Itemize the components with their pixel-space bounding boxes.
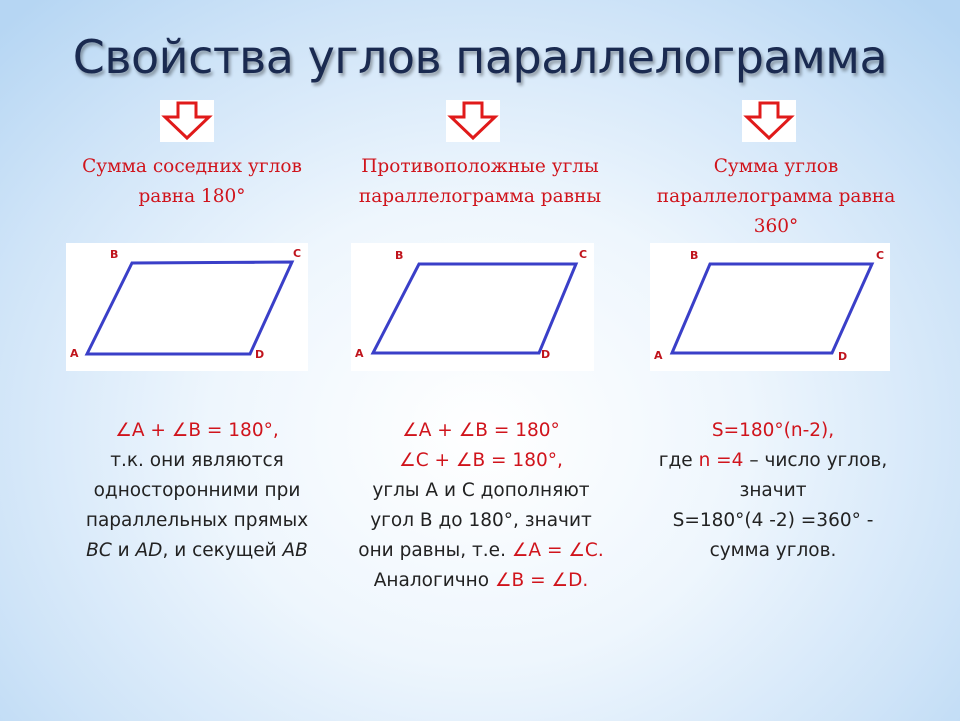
- parallelogram-diagram-2: [351, 243, 594, 371]
- heading-3-line-2: параллелограмма равна: [656, 186, 896, 207]
- formula-1: ∠A + ∠B = 180°,: [115, 420, 279, 441]
- formula-2a: ∠A + ∠B = 180°: [402, 420, 560, 441]
- segment-ab: AB: [282, 540, 308, 561]
- vertex-label-d: D: [255, 348, 265, 361]
- parallelogram-panel-3: [650, 243, 890, 371]
- parallelogram-diagram-3: [650, 243, 890, 371]
- down-arrow-1: [160, 100, 214, 142]
- parallelogram-diagram-1: [66, 243, 308, 371]
- n-formula: n =4: [698, 450, 744, 471]
- parallelogram-panel-2: [351, 243, 594, 371]
- parallelogram-shape: [373, 264, 576, 353]
- explanation-3: [628, 416, 918, 566]
- explanation-1-line-3: параллельных прямых: [85, 510, 309, 531]
- explanation-3-line-2: значит: [739, 480, 807, 501]
- heading-1: [42, 152, 342, 212]
- explanation-3-line-1: [628, 446, 918, 476]
- vertex-label-c: C: [293, 247, 302, 260]
- explanation-2-line-2: угол В до 180°, значит: [370, 510, 592, 531]
- parallelogram-shape: [87, 262, 292, 354]
- heading-3: [626, 152, 926, 242]
- vertex-label-c: C: [579, 248, 588, 261]
- vertex-label-d: D: [541, 348, 551, 361]
- eq-text: они равны, т.е.: [358, 540, 512, 561]
- analog-text: Аналогично: [373, 570, 495, 591]
- explanation-1: [52, 416, 342, 566]
- vertex-label-a: A: [355, 347, 364, 360]
- text-secant: , и секущей: [162, 540, 283, 561]
- down-arrow-icon: [742, 100, 796, 142]
- angle-count-text: – число углов,: [743, 450, 888, 471]
- where-text: где: [658, 450, 699, 471]
- explanation-3-line-4: сумма углов.: [709, 540, 837, 561]
- vertex-label-a: A: [654, 349, 663, 362]
- formula-3: S=180°(n-2),: [711, 420, 835, 441]
- eq-formula: ∠A = ∠C.: [511, 540, 604, 561]
- down-arrow-icon: [446, 100, 500, 142]
- heading-3-line-3: 360°: [753, 216, 799, 237]
- explanation-3-line-3: S=180°(4 -2) =360° -: [672, 510, 874, 531]
- explanation-2-line-1: углы А и С дополняют: [372, 480, 590, 501]
- page-title: Свойства углов параллелограмма: [72, 30, 888, 84]
- parallelogram-panel-1: [66, 243, 308, 371]
- vertex-label-b: B: [690, 249, 699, 262]
- segment-bc: BC: [86, 540, 112, 561]
- explanation-1-line-4: [52, 536, 342, 566]
- vertex-label-b: B: [110, 248, 119, 261]
- heading-1-line-1: Сумма соседних углов: [82, 156, 302, 177]
- explanation-2-line-4: [336, 566, 626, 596]
- vertex-label-d: D: [838, 350, 848, 363]
- analog-formula: ∠B = ∠D.: [494, 570, 589, 591]
- explanation-1-line-2: односторонними при: [93, 480, 301, 501]
- heading-2-line-1: Противоположные углы: [361, 156, 599, 177]
- vertex-label-b: B: [395, 249, 404, 262]
- explanation-2: [336, 416, 626, 596]
- heading-1-line-2: равна 180°: [138, 186, 246, 207]
- heading-2: [330, 152, 630, 212]
- vertex-label-c: C: [876, 249, 885, 262]
- down-arrow-2: [446, 100, 500, 142]
- explanation-2-line-3: [336, 536, 626, 566]
- down-arrow-icon: [160, 100, 214, 142]
- explanation-1-line-1: т.к. они являются: [110, 450, 284, 471]
- text-and: и: [111, 540, 136, 561]
- segment-ad: AD: [135, 540, 163, 561]
- heading-2-line-2: параллелограмма равны: [358, 186, 602, 207]
- heading-3-line-1: Сумма углов: [713, 156, 839, 177]
- down-arrow-3: [742, 100, 796, 142]
- formula-2b: ∠C + ∠B = 180°,: [399, 450, 563, 471]
- parallelogram-shape: [672, 264, 872, 353]
- vertex-label-a: A: [70, 347, 79, 360]
